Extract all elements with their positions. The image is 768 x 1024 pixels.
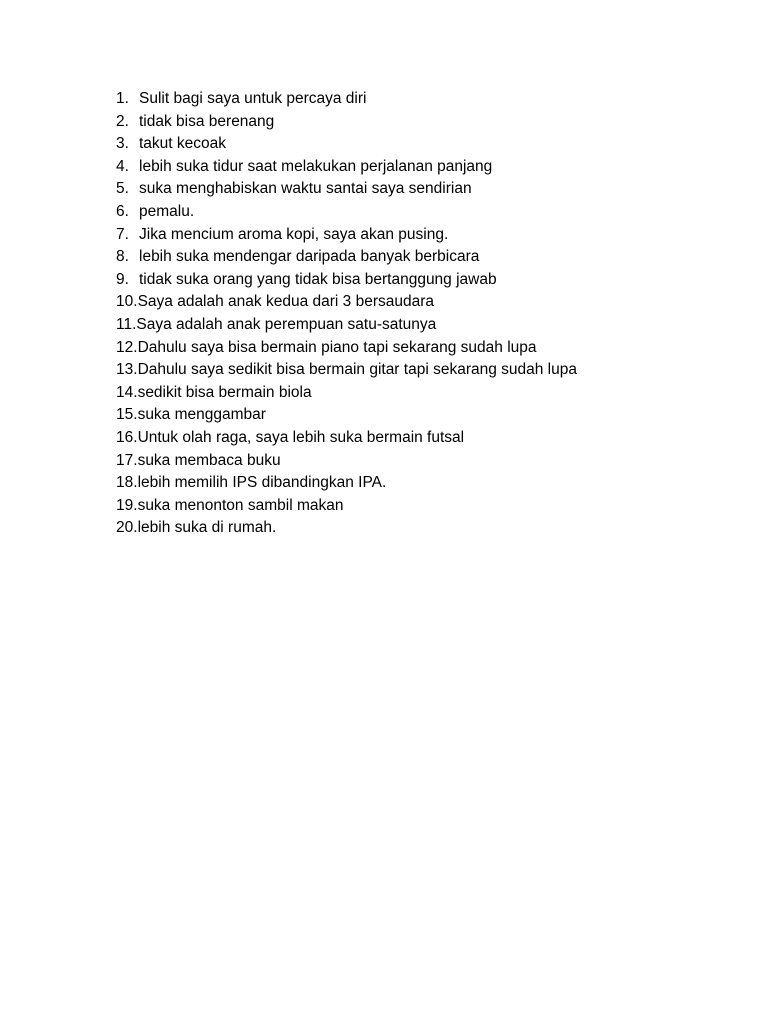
list-item bbox=[116, 269, 577, 292]
list-item-number: 18. bbox=[116, 474, 138, 492]
list-item-text: pemalu. bbox=[139, 202, 195, 220]
list-item-text: takut kecoak bbox=[139, 135, 227, 153]
list-item-text: Untuk olah raga, saya lebih suka bermain futsal bbox=[137, 428, 465, 446]
list-item-text: lebih suka mendengar daripada banyak berbicara bbox=[139, 248, 480, 266]
list-item bbox=[116, 224, 577, 247]
list-item-text: sedikit bisa bermain biola bbox=[137, 383, 312, 401]
list-item-text: Sulit bagi saya untuk percaya diri bbox=[139, 90, 367, 107]
list-item bbox=[116, 495, 577, 518]
list-item bbox=[116, 450, 577, 473]
list-item-number: 1. bbox=[116, 90, 129, 107]
list-item bbox=[116, 517, 577, 540]
list-item bbox=[116, 472, 577, 495]
list-item bbox=[116, 178, 577, 201]
list-item-number: 5. bbox=[116, 180, 129, 198]
list-item-number: 6. bbox=[116, 202, 129, 220]
list-item bbox=[116, 88, 577, 111]
list-item-text: lebih suka tidur saat melakukan perjalanan panjang bbox=[139, 157, 493, 175]
list-item-number: 3. bbox=[116, 135, 129, 153]
list-item-text: suka menghabiskan waktu santai saya sendirian bbox=[139, 180, 472, 198]
list-item bbox=[116, 404, 577, 427]
list-item-text: suka membaca buku bbox=[137, 451, 281, 469]
list-item-number: 19. bbox=[116, 496, 138, 514]
list-item-number: 17. bbox=[116, 451, 138, 469]
list-item-number: 11. bbox=[116, 315, 137, 333]
list-item-text: lebih suka di rumah. bbox=[137, 519, 277, 537]
list-item-number: 14. bbox=[116, 383, 138, 401]
list-item-number: 4. bbox=[116, 157, 129, 175]
list-item-number: 9. bbox=[116, 270, 129, 288]
list-item-text: Saya adalah anak kedua dari 3 bersaudara bbox=[137, 293, 434, 311]
list-item bbox=[116, 427, 577, 450]
list-item-number: 15. bbox=[116, 406, 138, 424]
list-item-number: 7. bbox=[116, 225, 129, 243]
list-item bbox=[116, 246, 577, 269]
list-item bbox=[116, 359, 577, 382]
list-item-number: 8. bbox=[116, 248, 129, 266]
list-item bbox=[116, 156, 577, 179]
list-item bbox=[116, 382, 577, 405]
list-item-text: tidak suka orang yang tidak bisa bertanggung jawab bbox=[139, 270, 497, 288]
list-item-text: lebih memilih IPS dibandingkan IPA. bbox=[137, 474, 387, 492]
list-item-text: Jika mencium aroma kopi, saya akan pusing. bbox=[139, 225, 449, 243]
list-item-text: suka menggambar bbox=[137, 406, 266, 424]
numbered-list bbox=[116, 88, 577, 540]
list-item bbox=[116, 201, 577, 224]
list-item-number: 20. bbox=[116, 519, 138, 537]
list-item bbox=[116, 133, 577, 156]
list-item bbox=[116, 337, 577, 360]
list-item-number: 12. bbox=[116, 338, 138, 356]
list-item bbox=[116, 314, 577, 337]
list-item bbox=[116, 111, 577, 134]
list-item-text: Saya adalah anak perempuan satu-satunya bbox=[136, 315, 437, 333]
list-item-number: 10. bbox=[116, 293, 138, 311]
list-item-number: 13. bbox=[116, 361, 138, 379]
list-item-text: Dahulu saya sedikit bisa bermain gitar tapi sekarang sudah lupa bbox=[137, 361, 577, 379]
list-item-text: tidak bisa berenang bbox=[139, 112, 275, 130]
list-item-number: 2. bbox=[116, 112, 129, 130]
list-item-text: Dahulu saya bisa bermain piano tapi sekarang sudah lupa bbox=[137, 338, 537, 356]
list-item-text: suka menonton sambil makan bbox=[137, 496, 344, 514]
list-item-number: 16. bbox=[116, 428, 138, 446]
list-item bbox=[116, 291, 577, 314]
